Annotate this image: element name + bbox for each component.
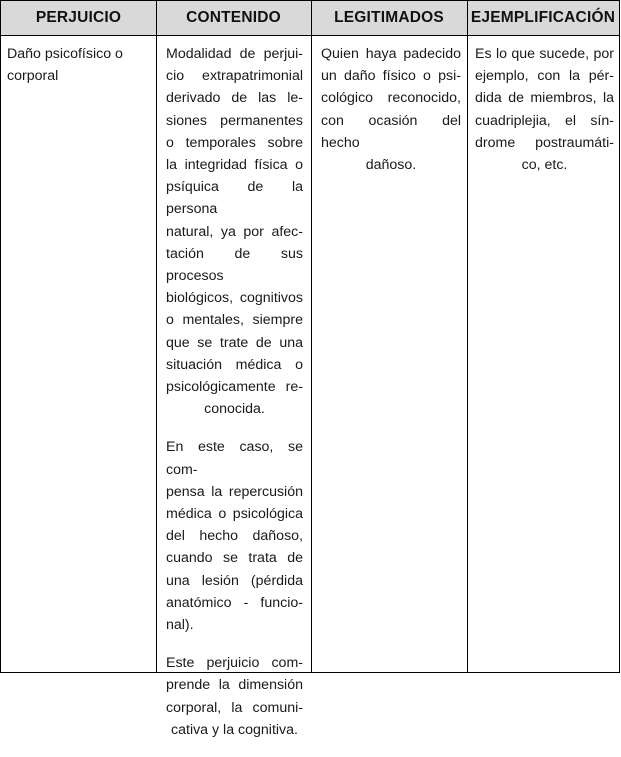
text-line: psicológicamente re-: [166, 379, 303, 396]
text-line: pensa la repercusión: [166, 483, 303, 500]
header-legitimados: LEGITIMADOS: [334, 9, 444, 26]
text-line: natural, ya por afec-: [166, 223, 303, 240]
table-header-row: [1, 1, 619, 36]
text-line: psíquica de la persona: [166, 179, 303, 218]
text-line: cuadriplejia, el sín-: [475, 112, 614, 129]
text-line: del hecho dañoso,: [166, 528, 303, 545]
text-line: cuando se trata de: [166, 550, 303, 567]
cell-perjuicio: [7, 43, 149, 87]
text-line: dida de miembros, la: [475, 90, 614, 107]
text-line: con ocasión del hecho: [321, 112, 461, 151]
text-line: tación de sus procesos: [166, 245, 303, 285]
text-line: un daño físico o psi-: [321, 68, 461, 85]
text-line: situación médica o: [166, 356, 303, 373]
text-line: nal).: [166, 617, 194, 634]
text-line: cativa y la cognitiva.: [171, 721, 298, 738]
text-line: o mentales, siempre: [166, 312, 303, 329]
text-line: Este perjuicio com-: [166, 655, 303, 672]
text-line: biológicos, cognitivos: [166, 290, 303, 307]
column-divider: [311, 1, 312, 672]
cell-ejemplificacion: [475, 43, 614, 176]
text-line: drome postraumáti-: [475, 134, 614, 151]
text-line: anatómico - funcio-: [166, 594, 303, 611]
text-line: prende la dimensión: [166, 677, 303, 694]
text-line: la integridad física o: [166, 157, 303, 174]
text-line: derivado de las le-: [166, 90, 303, 107]
text-line: Es lo que sucede, por: [475, 46, 614, 62]
column-divider: [156, 1, 157, 672]
cell-legitimados: [321, 43, 461, 176]
contenido-paragraph-2: [166, 436, 303, 636]
text-line: siones permanentes: [166, 112, 303, 129]
text-line: médica o psicológica: [166, 506, 303, 523]
contenido-paragraph-3: [166, 652, 303, 741]
text-line: conocida.: [204, 401, 265, 418]
text-line: Modalidad de perjui-: [166, 46, 303, 62]
text-line: En este caso, se com-: [166, 439, 303, 478]
text-line: Daño psicofísico o: [7, 46, 123, 62]
text-line: cio extrapatrimonial: [166, 68, 303, 85]
text-line: que se trate de una: [166, 334, 303, 351]
header-ejemplificacion: EJEMPLIFICACIÓN: [470, 9, 616, 26]
text-line: cológico reconocido,: [321, 90, 461, 107]
cell-contenido: [166, 43, 303, 757]
text-line: corporal: [7, 68, 59, 85]
text-line: corporal, la comuni-: [166, 699, 303, 716]
text-line: Quien haya padecido: [321, 46, 461, 62]
text-line: o temporales sobre: [166, 134, 303, 151]
contenido-paragraph-1: [166, 43, 303, 420]
text-line: una lesión (pérdida: [166, 572, 303, 589]
text-line: dañoso.: [365, 157, 417, 174]
header-contenido: CONTENIDO: [186, 9, 281, 26]
text-line: ejemplo, con la pér-: [475, 68, 614, 85]
text-line: co, etc.: [521, 157, 568, 174]
header-perjuicio: PERJUICIO: [35, 9, 122, 26]
column-divider: [467, 1, 468, 672]
